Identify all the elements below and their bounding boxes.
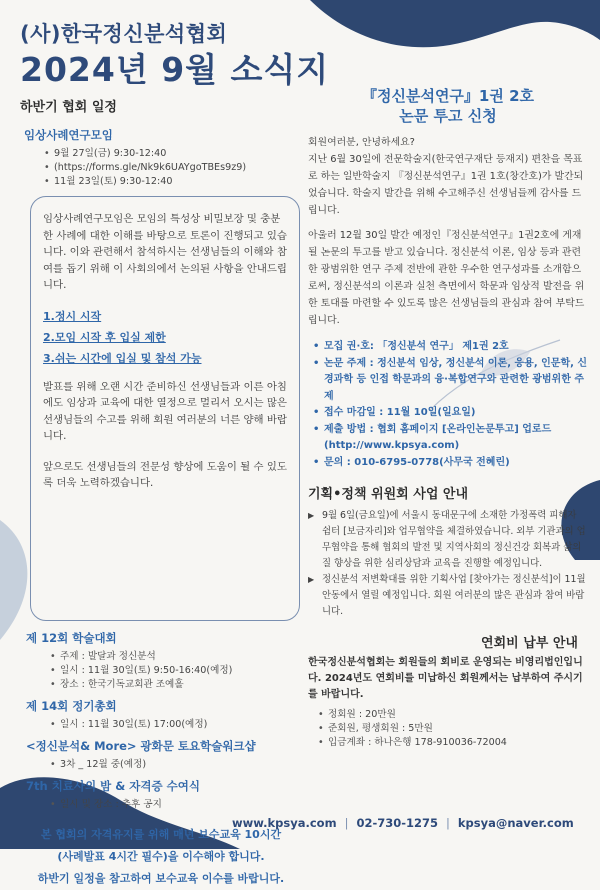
box-para3: 앞으로도 선생님들의 전문성 향상에 도움이 될 수 있도록 더욱 노력하겠습니다. [43, 460, 287, 489]
case-meeting-heading: 임상사례연구모임 [24, 128, 113, 142]
notice-line: 하반기 일정을 참고하여 보수교육 이수를 바랍니다. [37, 872, 285, 885]
workshop-heading: <정신분석& More> 광화문 토요학술워크샵 [26, 739, 256, 753]
form-link[interactable]: • (https://forms.gle/Nk9k6UAYgoTBEs9z9) [42, 161, 300, 175]
case-meeting-list [42, 147, 300, 189]
journal-para2: 아울러 12월 30일 발간 예정인『정신분석연구』1권2호에 게재될 논문의 투고를 받고 있습니다. 정신분석 이론, 임상 등과 관련한 광범위한 연구 주제 전반에 관한 우수한 연구성과를 소개함으로써, 정신분석의 이론과 실천 측면에서 학문과 임상적 발전을 위한 토대를 마련할 수 있도록 많은 선생님들의 관심과 참여 부탁드립니다. [308, 230, 585, 326]
list-item: • 준회원, 평생회원 : 5만원 [316, 722, 588, 736]
journal-subtitle: 논문 투고 신청 [399, 107, 497, 125]
list-item: • 일시 및 장소 : 추후 공지 [48, 798, 306, 812]
list-item: • 정회원 : 20만원 [316, 708, 588, 722]
submission-item: • 문의 : 010-6795-0778(사무국 전혜린) [312, 455, 588, 472]
notice-line: (사례발표 4시간 필수)을 이수해야 합니다. [57, 850, 265, 863]
notice-line: 본 협회의 자격유지를 위해 매년 보수교육 10시간 [40, 828, 282, 841]
dues-heading: 연회비 납부 안내 [481, 636, 578, 651]
committee-heading: 기획•정책 위원회 사업 안내 [308, 487, 469, 502]
list-item: • 9월 27일(금) 9:30-12:40 [42, 147, 300, 161]
general-meeting-heading: 제 14회 정기총회 [26, 699, 117, 713]
dues-text: 한국정신분석협회는 회원들의 회비로 운영되는 비영리법인입니다. 2024년도 연회비를 미납하신 회원께서는 납부하여 주시기를 바랍니다. [308, 657, 583, 700]
list-item: • 입금계좌 : 하나은행 178-910036-72004 [316, 736, 588, 750]
events-section [26, 630, 306, 890]
footer-contact: www.kpsya.com | 02-730-1275 | kpsya@naver.com [232, 816, 574, 830]
rule-item: 3.쉬는 시간에 입실 및 참석 가능 [43, 351, 202, 365]
list-item: • 일시 : 11월 30일(토) 17:00(예정) [48, 718, 306, 732]
submission-item: • 논문 주제 : 정신분석 임상, 정신분석 이론, 응용, 인문학, 신경과학 등 인접 학문과의 융·복합연구와 관련한 광범위한 주제 [312, 356, 588, 406]
phone-number: 02-730-1275 [356, 816, 438, 830]
dues-list [316, 708, 588, 750]
submission-item: • 모집 권·호: 「정신분석 연구」 제1권 2호 [312, 339, 588, 356]
box-para2: 발표를 위해 오랜 시간 준비하신 선생님들과 이른 아침에도 임상과 교육에 대한 열정으로 멀리서 오시는 많은 선생님들의 수고를 위해 회원 여러분의 너른 양해 바랍니다. [43, 380, 287, 442]
schedule-heading: 하반기 협회 일정 [20, 100, 117, 115]
training-notice [26, 824, 296, 890]
list-item: • 주제 : 발달과 정신분석 [48, 650, 306, 664]
committee-item: ▶ 9월 6일(금요일)에 서울시 동대문구에 소재한 가정폭력 피해자 쉼터 [보금자리]와 업무협약을 체결하였습니다. 외부 기관과의 업무협약을 통해 협회의 발전 및 지역사회의 정신건강 회복과 삶의 질 향상을 위한 심리상담과 교육을 진행할 예정입니다. [308, 508, 588, 572]
conference-heading: 제 12회 학술대회 [26, 631, 117, 645]
newsletter-title: 2024년 9월 소식지 [20, 50, 330, 89]
greeting: 회원여러분, 안녕하세요? [308, 137, 415, 148]
list-item: • 일시 : 11월 30일(토) 9:50-16:40(예정) [48, 664, 306, 678]
rule-item: 1.정시 시작 [43, 309, 102, 323]
therapist-night-heading: 7th 치료사의 밤 & 자격증 수여식 [26, 779, 200, 793]
rule-item: 2.모임 시작 후 입실 제한 [43, 330, 166, 344]
list-item: • 11월 23일(토) 9:30-12:40 [42, 175, 300, 189]
box-intro: 임상사례연구모임은 모임의 특성상 비밀보장 및 충분한 사례에 대한 이해를 바탕으로 토론이 진행되고 있습니다. 이와 관련해서 참석하시는 선생님들의 이해와 참여를 돕기 위해 이 사회의에서 논의된 사항을 안내드립니다. [43, 213, 287, 291]
committee-item: ▶ 정신분석 저변확대를 위한 기획사업 [찾아가는 정신분석]이 11월 안동에서 열릴 예정입니다. 회원 여러분의 많은 관심과 참여 바랍니다. [308, 572, 588, 620]
right-column [308, 86, 588, 750]
submission-item[interactable]: • 제출 방법 : 협회 홈페이지 [온라인논문투고] 업로드 (http://www.kpsya.com) [312, 422, 588, 455]
journal-title: 『정신분석연구』1권 2호 [361, 87, 535, 105]
list-item: • 장소 : 한국기독교회관 조예홀 [48, 678, 306, 692]
org-name: (사)한국정신분석협회 [20, 22, 228, 46]
rules-list [43, 306, 289, 369]
journal-para1: 지난 6월 30일에 전문학술지(한국연구재단 등재지) 편찬을 목표로 하는 일반학술지 『정신분석연구』1권 1호(창간호)가 발간되었습니다. 학술지 발간을 위해 수고해주신 선생님들께 감사를 드립니다. [308, 154, 584, 216]
submission-list [312, 339, 588, 471]
submission-item: • 접수 마감일 : 11월 10일(일요일) [312, 405, 588, 422]
committee-list [308, 508, 588, 620]
list-item: • 3차 _ 12월 중(예정) [48, 758, 306, 772]
website-link[interactable]: www.kpsya.com [232, 816, 337, 830]
case-meeting-notice-box [30, 196, 300, 621]
email-link[interactable]: kpsya@naver.com [457, 816, 574, 830]
decor-top-right-blob [300, 0, 600, 90]
